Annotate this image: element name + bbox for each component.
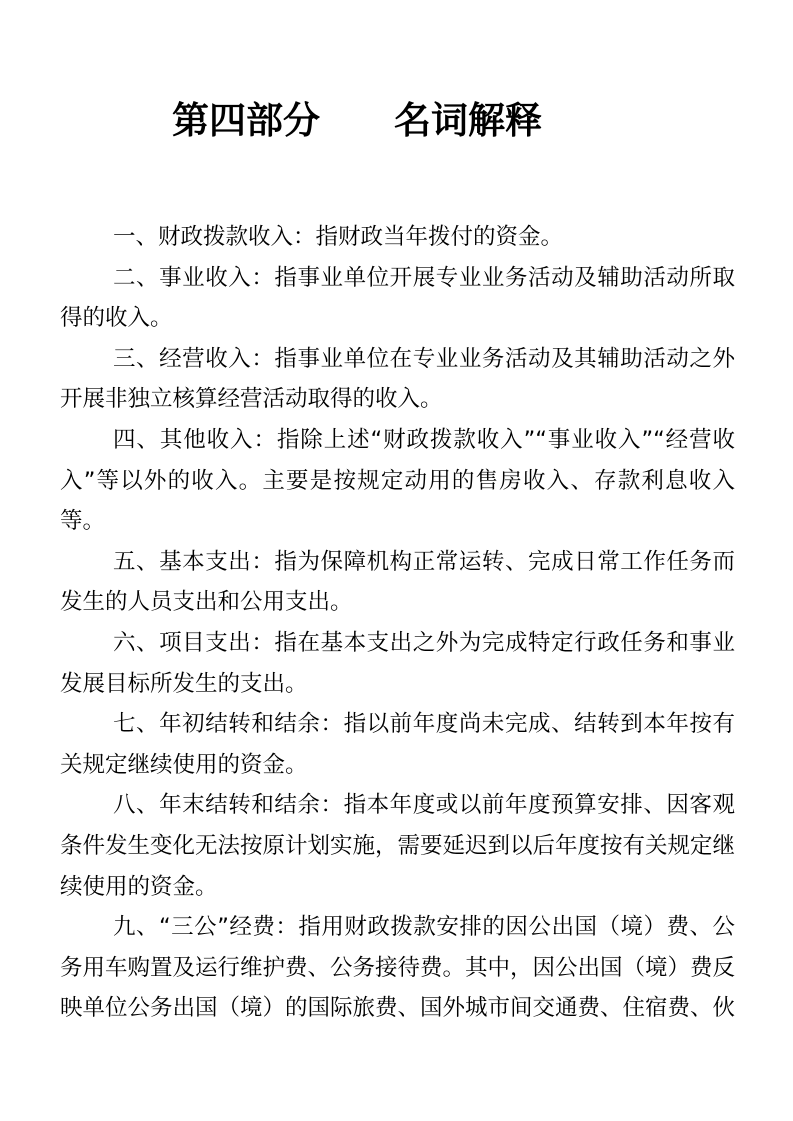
page-title-part: 第四部分 — [172, 98, 320, 142]
document-body — [60, 217, 735, 1029]
definition-paragraph-2: 二、事业收入：指事业单位开展专业业务活动及辅助活动所取得的收入。 — [60, 264, 735, 332]
title-gap-spacer — [320, 132, 394, 133]
page-title-subject: 名词解释 — [394, 98, 542, 142]
definition-paragraph-7: 七、年初结转和结余：指以前年度尚未完成、结转到本年按有关规定继续使用的资金。 — [60, 711, 735, 778]
definition-paragraph-5: 五、基本支出：指为保障机构正常运转、完成日常工作任务而发生的人员支出和公用支出。 — [60, 548, 735, 616]
definition-paragraph-9: 九、“三公”经费：指用财政拨款安排的因公出国（境）费、公务用车购置及运行维护费、公务接待费。其中，因公出国（境）费反映单位公务出国（境）的国际旅费、国外城市间交通费、住宿费、伙 — [60, 914, 736, 1022]
definition-paragraph-4: 四、其他收入：指除上述“财政拨款收入”“事业收入”“经营收入”等以外的收入。主要是按规定动用的售房收入、存款利息收入等。 — [60, 426, 735, 535]
definition-paragraph-8: 八、年末结转和结余：指本年度或以前年度预算安排、因客观条件发生变化无法按原计划实施，需要延迟到以后年度按有关规定继续使用的资金。 — [60, 792, 736, 900]
definition-paragraph-1: 一、财政拨款收入：指财政当年拨付的资金。 — [113, 224, 564, 250]
definition-paragraph-6: 六、项目支出：指在基本支出之外为完成特定行政任务和事业发展目标所发生的支出。 — [60, 629, 735, 697]
page-title — [172, 98, 735, 142]
definition-paragraph-3: 三、经营收入：指事业单位在专业业务活动及其辅助活动之外开展非独立核算经营活动取得的收入。 — [60, 345, 735, 413]
